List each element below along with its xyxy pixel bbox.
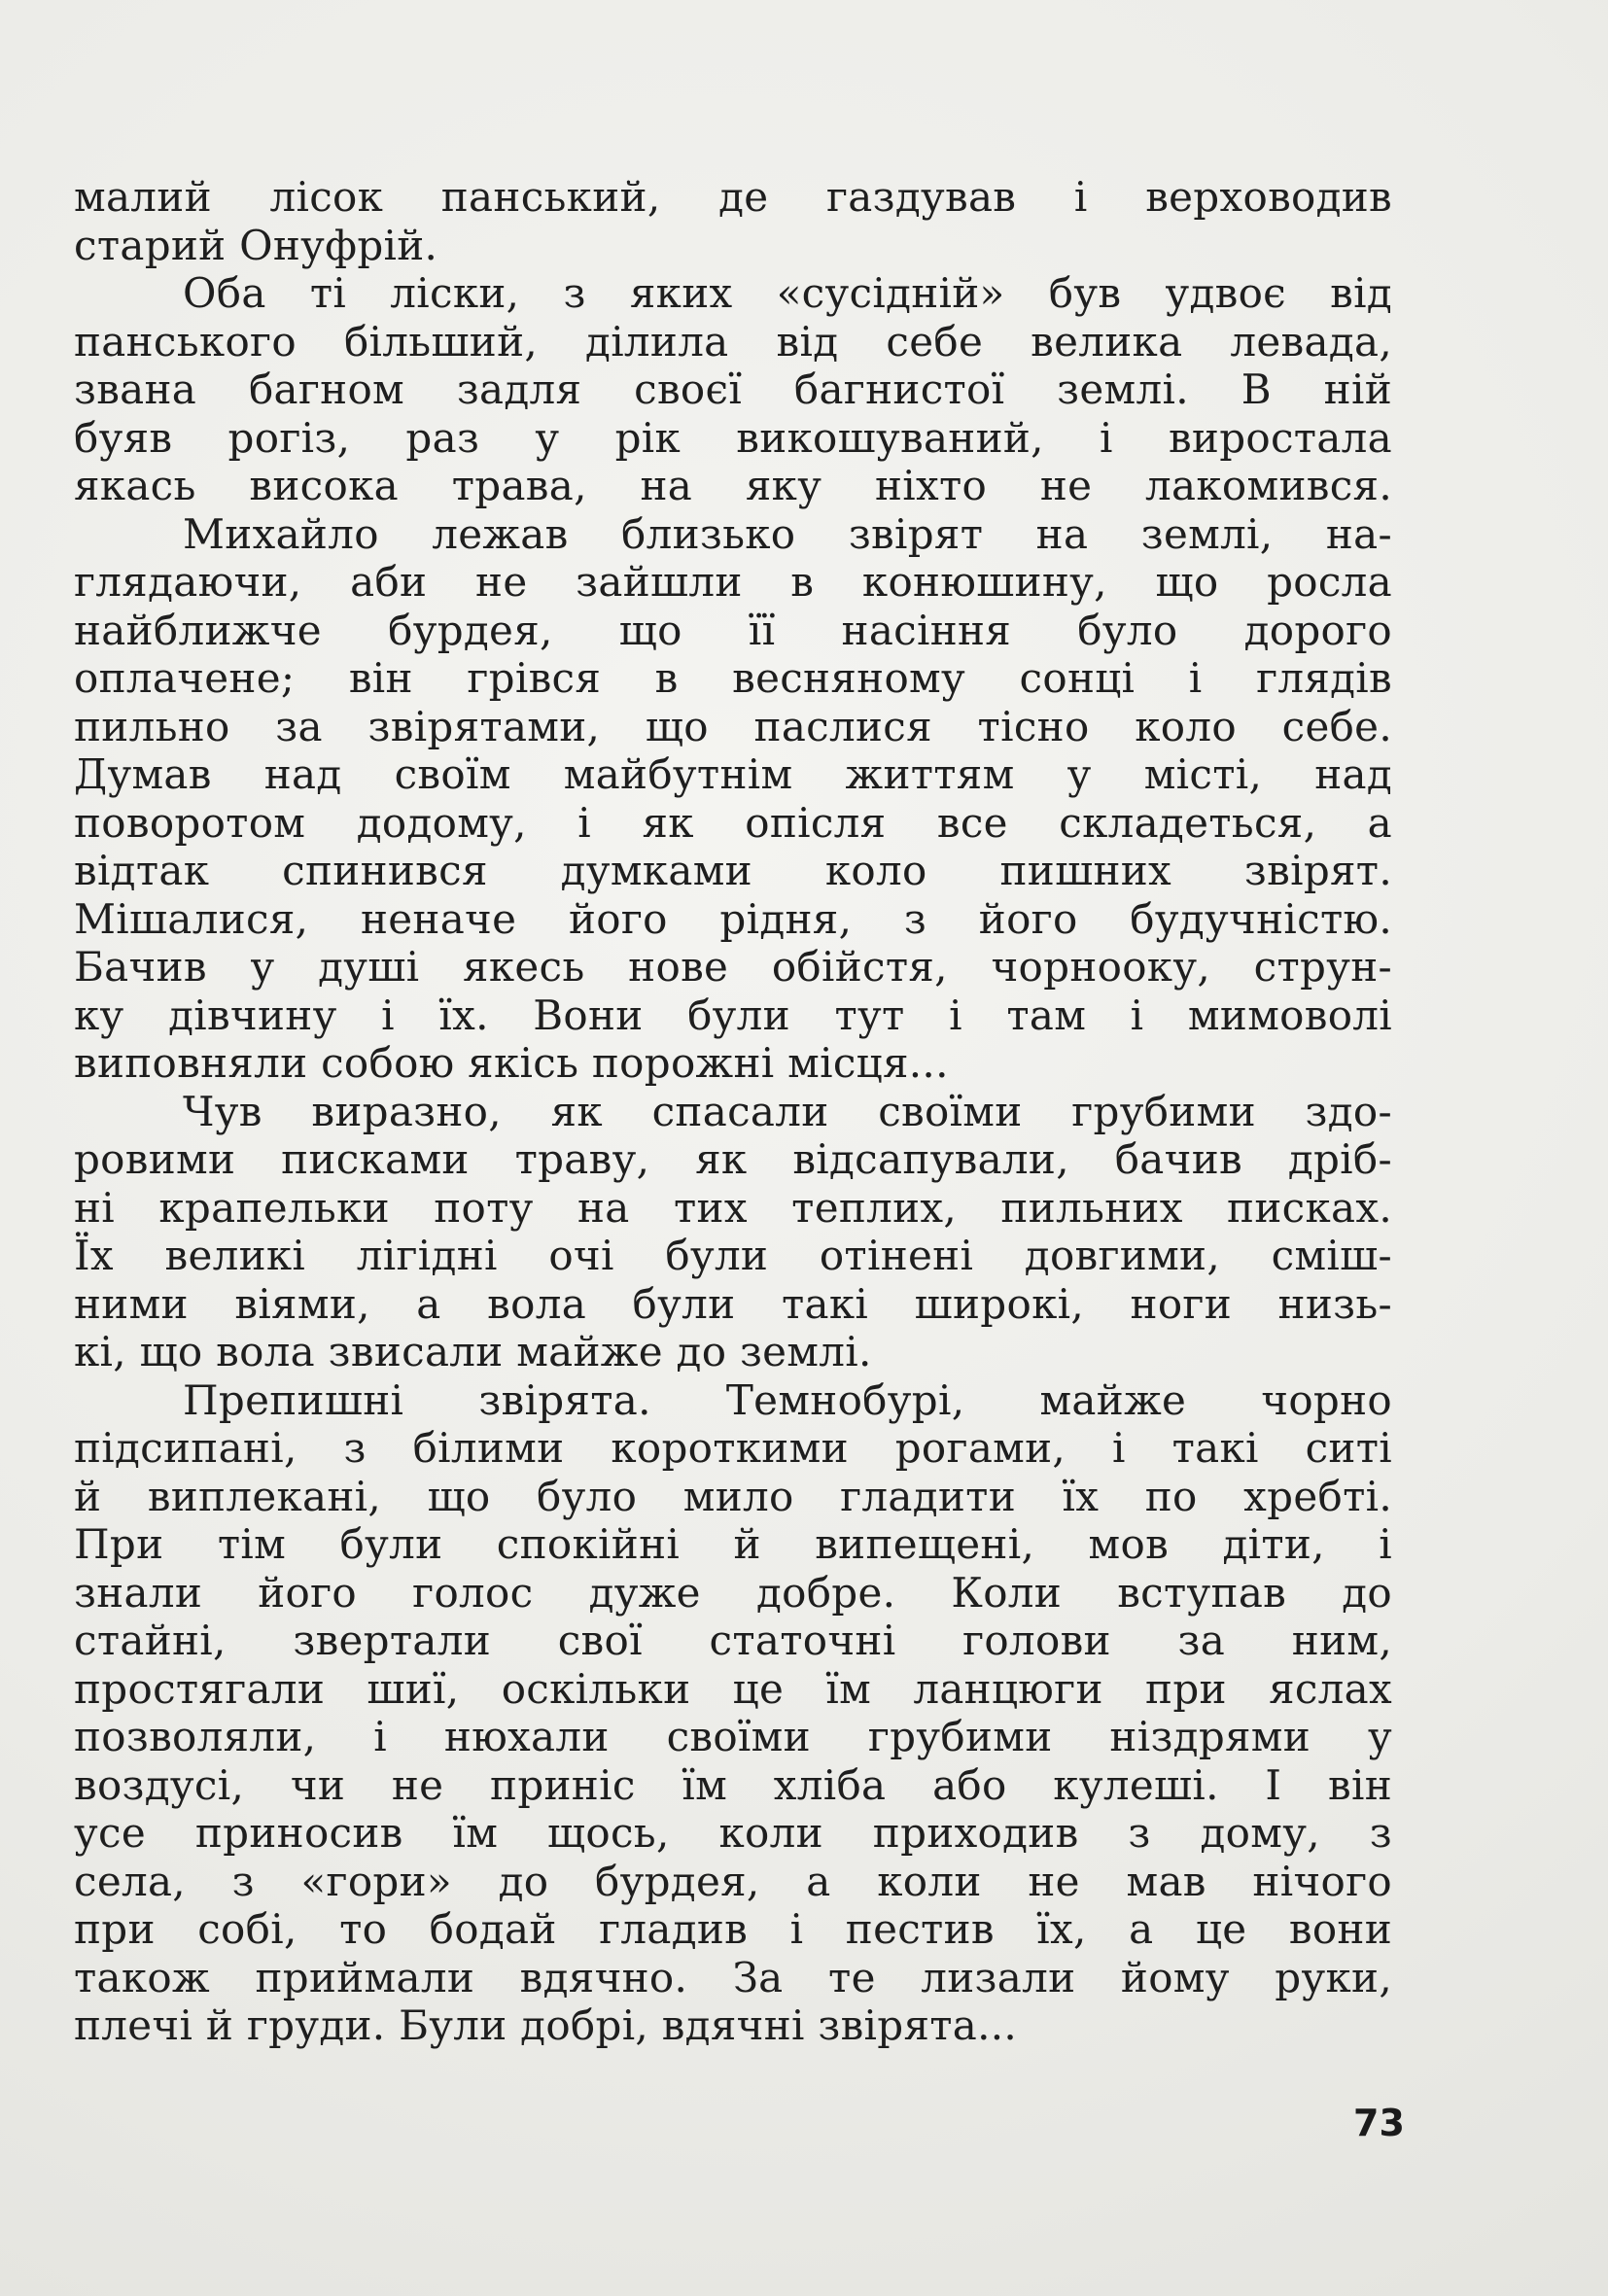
text-line: ними віями, а вола були такі широкі, ноги низь-	[74, 1279, 1392, 1328]
text-line: плечі й груди. Були добрі, вдячні звірята...	[74, 2001, 1018, 2049]
text-line: стайні, звертали свої статочні голови за ним,	[74, 1617, 1392, 1664]
page-number: 73	[1353, 2102, 1405, 2144]
text-line: ні крапельки поту на тих теплих, пильних писках.	[74, 1183, 1392, 1232]
text-line: відтак спинився думками коло пишних звірят.	[74, 847, 1392, 894]
paragraph-start-line: Чув виразно, як спасали своїми грубими здо-	[183, 1087, 1392, 1135]
text-line: простягали шиї, оскільки це їм ланцюги при яслах	[74, 1664, 1392, 1713]
text-line: глядаючи, аби не зайшли в конюшину, що росла	[74, 558, 1392, 606]
text-line: малий лісок панський, де газдував і верховодив	[74, 173, 1392, 221]
text-line: й виплекані, що було мило гладити їх по хребті.	[74, 1472, 1392, 1520]
text-line: звана багном задля своєї багнистої землі. В ній	[74, 365, 1392, 413]
text-line: ровими писками траву, як відсапували, бачив дріб-	[74, 1135, 1392, 1183]
paragraph-start-line: Оба ті ліски, з яких «сусідній» був удвоє від	[183, 269, 1392, 317]
text-line: якась висока трава, на яку ніхто не лакомився.	[74, 462, 1392, 509]
text-line: Мішалися, неначе його рідня, з його будучністю.	[74, 894, 1392, 943]
text-line: старий Онуфрій.	[74, 221, 438, 269]
text-line: села, з «гори» до бурдея, а коли не мав нічого	[74, 1857, 1392, 1905]
text-line: підсипані, з білими короткими рогами, і такі ситі	[74, 1424, 1392, 1472]
paragraph-start-line: Михайло лежав близько звірят на землі, на-	[183, 509, 1392, 558]
text-line: оплачене; він грівся в весняному сонці і глядів	[74, 654, 1392, 702]
text-line: знали його голос дуже добре. Коли вступав до	[74, 1568, 1392, 1617]
text-line: При тім були спокійні й випещені, мов діти, і	[74, 1520, 1392, 1568]
text-line: виповняли собою якісь порожні місця...	[74, 1039, 949, 1087]
text-line: Бачив у душі якесь нове обійстя, чорнооку, струн-	[74, 943, 1392, 991]
text-line: при собі, то бодай гладив і пестив їх, а це вони	[74, 1905, 1392, 1953]
text-line: пильно за звірятами, що паслися тісно коло себе.	[74, 702, 1392, 750]
text-line: ку дівчину і їх. Вони були тут і там і мимоволі	[74, 991, 1392, 1039]
body-text	[74, 173, 1392, 2050]
text-line: усе приносив їм щось, коли приходив з дому, з	[74, 1809, 1392, 1857]
text-line: буяв рогіз, раз у рік викошуваний, і виростала	[74, 413, 1392, 462]
text-line: панського більший, ділила від себе велика левада,	[74, 317, 1392, 365]
text-line: кі, що вола звисали майже до землі.	[74, 1328, 872, 1375]
text-line: поворотом додому, і як опісля все складеться, а	[74, 798, 1392, 847]
text-line: Думав над своїм майбутнім життям у місті, над	[74, 750, 1392, 798]
paragraph-start-line: Препишні звірята. Темнобурі, майже чорно	[183, 1375, 1392, 1424]
text-line: Їх великі лігідні очі були отінені довгими, сміш-	[74, 1232, 1392, 1279]
text-line: також приймали вдячно. За те лизали йому руки,	[74, 1953, 1392, 2001]
text-line: позволяли, і нюхали своїми грубими ніздрями у	[74, 1713, 1392, 1760]
text-line: найближче бурдея, що її насіння було дорого	[74, 606, 1392, 654]
text-line: воздусі, чи не приніс їм хліба або кулеші. І він	[74, 1760, 1392, 1809]
